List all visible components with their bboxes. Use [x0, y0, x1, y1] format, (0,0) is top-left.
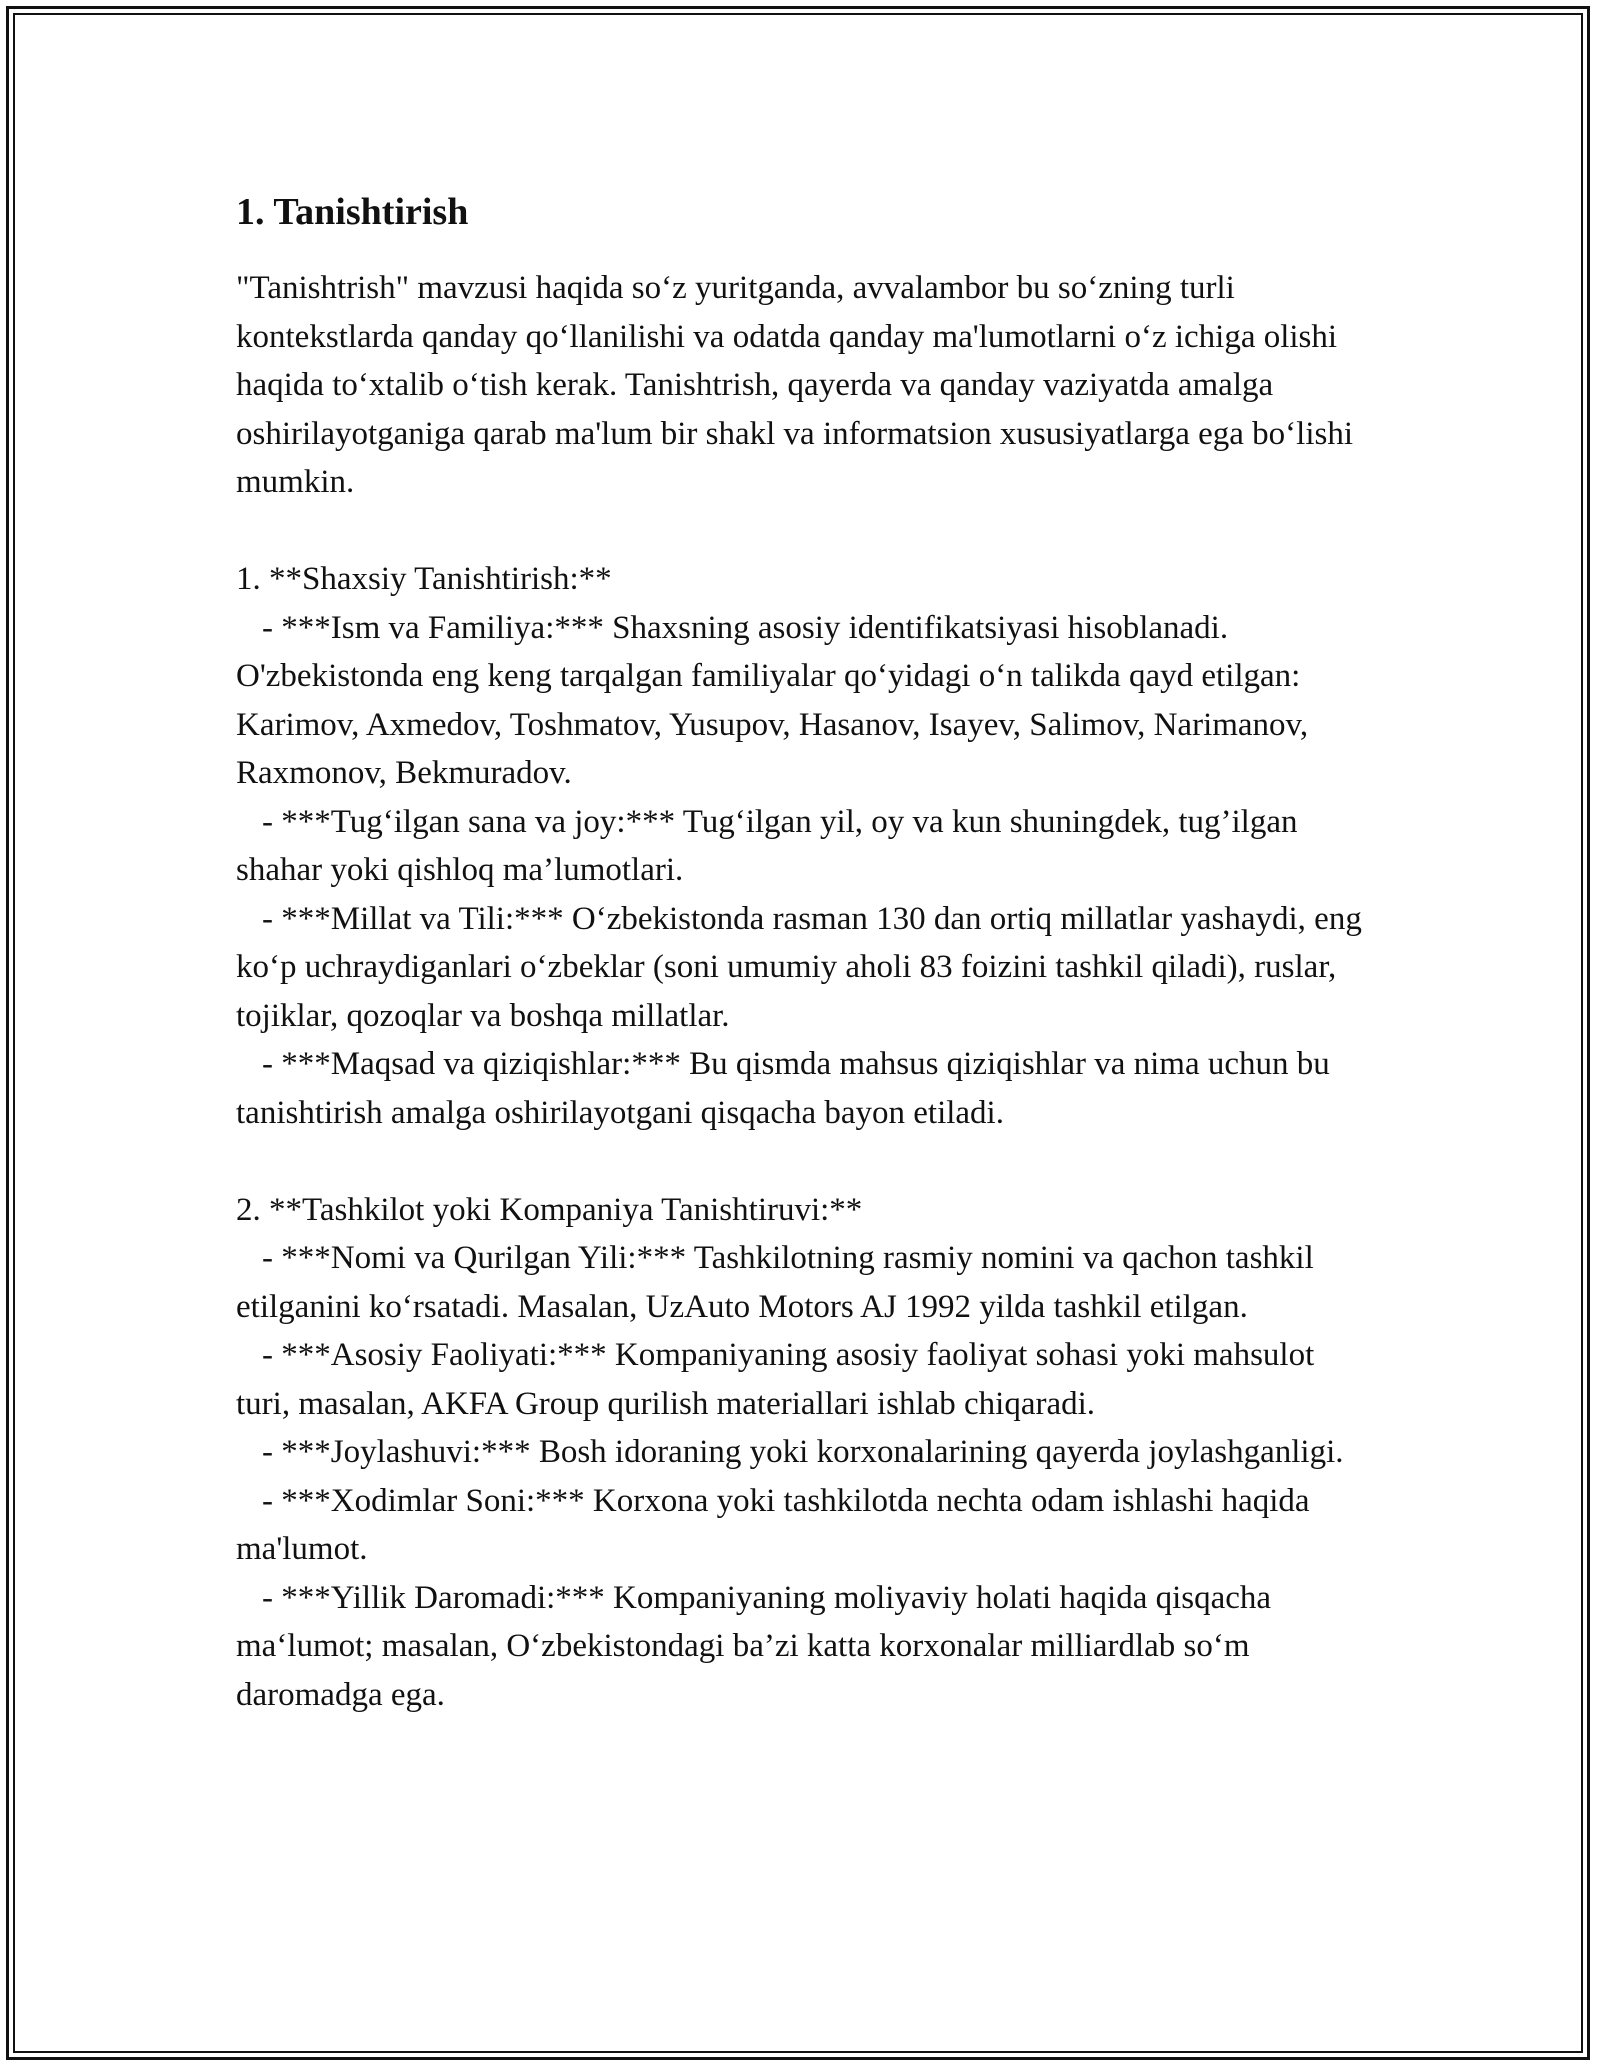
section-organization: [236, 1186, 1366, 1720]
list-item: [236, 1574, 1366, 1720]
list-item: [236, 895, 1366, 1041]
list-title: 1. **Shaxsiy Tanishtirish:**: [236, 561, 612, 597]
list-item-text: - ***Ism va Familiya:*** Shaxsning asosiy identifikatsiyasi hisoblanadi. O'zbekistonda eng keng tarqalgan familiyalar qo‘yidagi o‘n talikda qayd etilgan: Karimov, Axmedov, Toshmatov, Yusupov, Hasanov, Isayev, Salimov, Narimanov, Raxmonov, Bekmuradov.: [236, 609, 1309, 791]
list-title: 2. **Tashkilot yoki Kompaniya Tanishtiruvi:**: [236, 1191, 863, 1228]
section-personal: [236, 555, 1366, 1137]
spacer: [236, 1137, 1366, 1186]
list-item-text: - ***Xodimlar Soni:*** Korxona yoki tashkilotda nechta odam ishlashi haqida ma'lumot.: [236, 1482, 1310, 1567]
list-item: [236, 1331, 1366, 1428]
list-item: [236, 604, 1366, 798]
section-heading: 1. Tanishtirish: [236, 191, 469, 233]
list-item-text: - ***Yillik Daromadi:*** Kompaniyaning moliyaviy holati haqida qisqacha ma‘lumot; masalan, O‘zbekistondagi ba’zi katta korxonalar milliardlab so‘m daromadga ega.: [236, 1579, 1272, 1713]
list-item-text: - ***Nomi va Qurilgan Yili:*** Tashkilotning rasmiy nomini va qachon tashkil etilganini ko‘rsatadi. Masalan, UzAuto Motors AJ 1992 yilda tashkil etilgan.: [236, 1240, 1314, 1325]
list-item: [236, 1040, 1366, 1137]
list-item-text: - ***Millat va Tili:*** O‘zbekistonda rasman 130 dan ortiq millatlar yashaydi, eng ko‘p uchraydiganlari o‘zbeklar (soni umumiy aholi 83 foizini tashkil qiladi), ruslar, tojiklar, qozoqlar va boshqa millatlar.: [236, 900, 1362, 1034]
list-item-text: - ***Tug‘ilgan sana va joy:*** Tug‘ilgan yil, oy va kun shuningdek, tug’ilgan shahar yoki qishloq ma’lumotlari.: [236, 803, 1298, 888]
list-item-text: - ***Maqsad va qiziqishlar:*** Bu qismda mahsus qiziqishlar va nima uchun bu tanishtirish amalga oshirilayotgani qisqacha bayon etiladi.: [236, 1046, 1330, 1131]
list-item-text: - ***Asosiy Faoliyati:*** Kompaniyaning asosiy faoliyat sohasi yoki mahsulot turi, masalan, AKFA Group qurilish materiallari ishlab chiqaradi.: [236, 1337, 1315, 1422]
list-item: [236, 1477, 1366, 1574]
list-item-text: - ***Joylashuvi:*** Bosh idoraning yoki korxonalarining qayerda joylashganligi.: [262, 1434, 1344, 1470]
spacer: [236, 507, 1366, 556]
document-body: [236, 188, 1366, 1719]
intro-paragraph: "Tanishtrish" mavzusi haqida so‘z yuritganda, avvalambor bu so‘zning turli kontekstlarda qanday qo‘llanilishi va odatda qanday ma'lumotlarni o‘z ichiga olishi haqida to‘xtalib o‘tish kerak. Tanishtrish, qayerda va qanday vaziyatda amalga oshirilayotganiga qarab ma'lum bir shakl va informatsion xususiyatlarga ega bo‘lishi mumkin.: [236, 270, 1354, 500]
list-item: [236, 798, 1366, 895]
list-item: [236, 1234, 1366, 1331]
list-item: [236, 1428, 1366, 1477]
